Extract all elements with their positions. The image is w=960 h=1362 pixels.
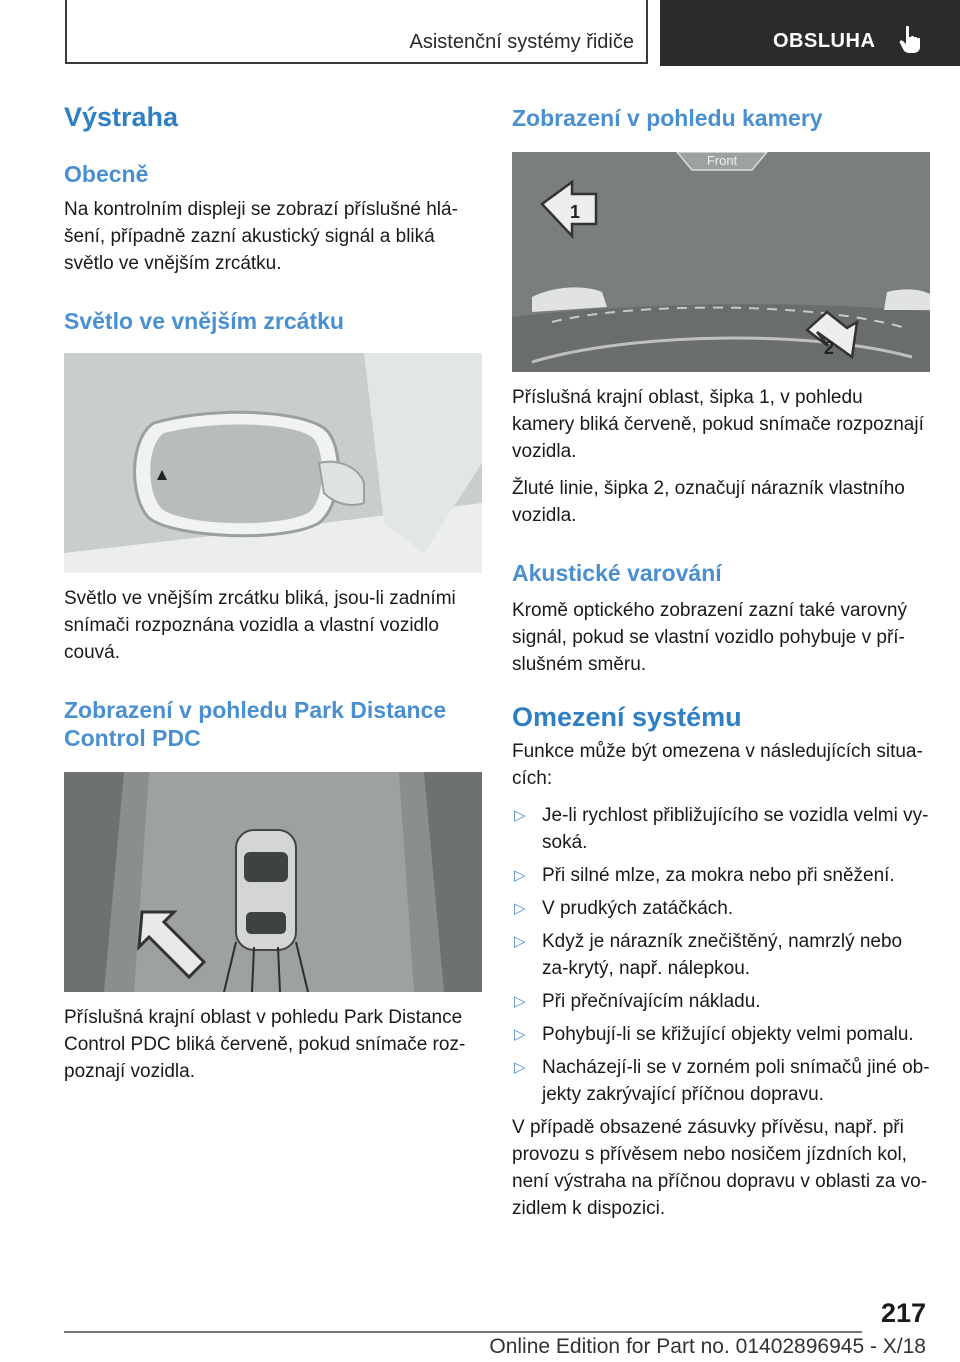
camera-figure [512, 152, 930, 372]
chapter-title: Asistenční systémy řidiče [409, 31, 634, 53]
list-item: ▷ V prudkých zatáčkách. [512, 895, 930, 922]
mirror-heading: Světlo ve vnějším zrcátku [64, 308, 344, 334]
mirror-figure [64, 353, 482, 573]
bullet-triangle-icon: ▷ [514, 933, 526, 950]
pdc-illustration [64, 772, 482, 992]
bullet-triangle-icon: ▷ [514, 807, 526, 824]
bullet-triangle-icon: ▷ [514, 993, 526, 1010]
mirror-paragraph: Světlo ve vnějším zrcátku bliká, jsou-li zadními snímači rozpoznána vozidla a vlastní vozidlo couvá. [64, 588, 456, 663]
list-item: ▷ Nacházejí-li se v zorném poli snímačů jiné ob-jekty zakrývající příčnou dopravu. [512, 1054, 930, 1108]
left-column [64, 100, 482, 1085]
limits-heading: Omezení systému [512, 702, 742, 732]
header-frame [65, 0, 648, 64]
warning-heading: Výstraha [64, 102, 179, 132]
bullet-triangle-icon: ▷ [514, 900, 526, 917]
mirror-illustration [64, 353, 482, 573]
limits-list [512, 802, 930, 1108]
list-item: ▷ Pohybují-li se křižující objekty velmi pomalu. [512, 1021, 930, 1048]
right-column [512, 100, 930, 1222]
pdc-heading: Zobrazení v pohledu Park Distance Control PDC [64, 697, 447, 751]
pdc-paragraph: Příslušná krajní oblast v pohledu Park Distance Control PDC bliká červeně, pokud snímače roz-poznají vozidla. [64, 1007, 466, 1082]
bullet-triangle-icon: ▷ [514, 1026, 526, 1043]
pdc-figure [64, 772, 482, 992]
camera-paragraph-1: Příslušná krajní oblast, šipka 1, v pohledu kamery bliká červeně, pokud snímače rozpoznají vozidla. [512, 387, 924, 462]
camera-illustration [512, 152, 930, 372]
list-item: ▷ Při silné mlze, za mokra nebo při sněžení. [512, 862, 930, 889]
section-label: OBSLUHA [773, 30, 876, 52]
list-item: ▷ Když je nárazník znečištěný, namrzlý nebo za-krytý, např. nálepkou. [512, 928, 930, 982]
camera-heading: Zobrazení v pohledu kamery [512, 105, 823, 131]
limits-outro: V případě obsazené zásuvky přívěsu, např. při provozu s přívěsem nebo nosičem jízdních kol, není výstraha na příčnou dopravu v oblasti za vo-zidlem k dispozici. [512, 1117, 928, 1219]
arrow-2-number: 2 [824, 338, 835, 358]
section-tab [660, 0, 960, 66]
general-paragraph: Na kontrolním displeji se zobrazí příslušné hlá-šení, případně zazní akustický signál a bliká světlo ve vnějším zrcátku. [64, 199, 458, 274]
camera-front-label: Front [706, 153, 738, 168]
camera-paragraph-2: Žluté linie, šipka 2, označují nárazník vlastního vozidla. [512, 478, 905, 526]
edition-note: Online Edition for Part no. 01402896945 - X/18 [489, 1335, 926, 1358]
acoustic-paragraph: Kromě optického zobrazení zazní také varovný signál, pokud se vlastní vozidlo pohybuje v pří-slušném směru. [512, 600, 907, 675]
arrow-1-number: 1 [570, 202, 581, 222]
list-item: ▷ Při přečnívajícím nákladu. [512, 988, 930, 1015]
limits-intro: Funkce může být omezena v následujících situa-cích: [512, 741, 923, 789]
acoustic-heading: Akustické varování [512, 560, 722, 586]
list-item: ▷ Je-li rychlost přibližujícího se vozidla velmi vy-soká. [512, 802, 930, 856]
bullet-triangle-icon: ▷ [514, 1059, 526, 1076]
bullet-triangle-icon: ▷ [514, 867, 526, 884]
pointing-hand-icon [898, 25, 922, 55]
general-heading: Obecně [64, 161, 149, 187]
footer-divider [64, 1331, 862, 1333]
page-number: 217 [880, 1298, 926, 1328]
